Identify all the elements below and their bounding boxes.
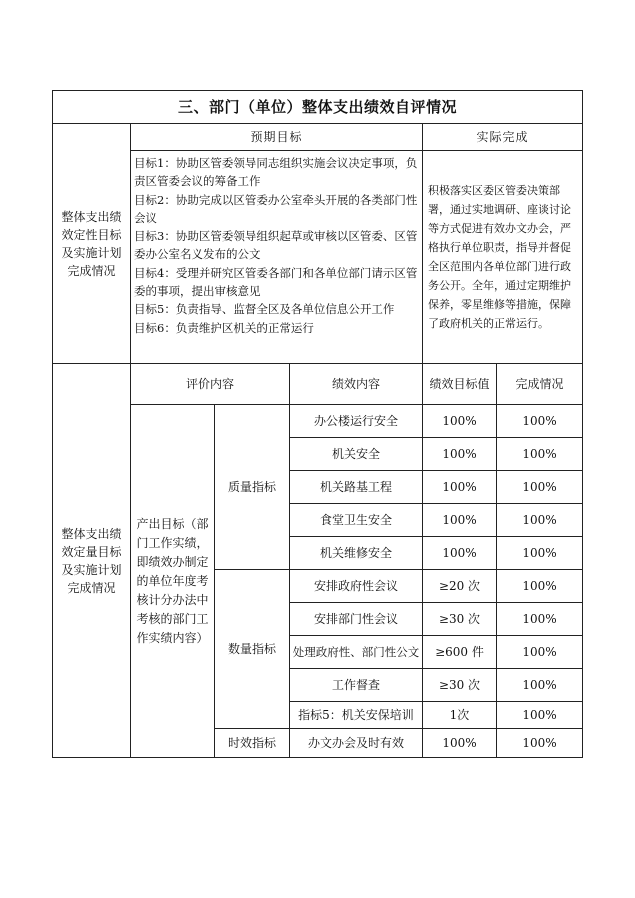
target-value-cell: 1次 xyxy=(423,702,497,729)
completion-cell: 100% xyxy=(497,636,583,669)
planned-goal-header: 预期目标 xyxy=(131,124,423,151)
actual-completion-text: 积极落实区委区管委决策部署，通过实地调研、座谈讨论等方式促进有效办文办会，严格执行单位职责，指导并督促全区范围内各单位部门进行政务公开。全年，通过定期维护保养，零星维修等措施，保障了政府机关的正常运行。 xyxy=(423,151,583,364)
perf-content-cell: 处理政府性、部门性公文 xyxy=(290,636,423,669)
evaluation-page xyxy=(52,90,582,758)
target-value-cell: ≥30 次 xyxy=(423,669,497,702)
target-value-cell: 100% xyxy=(423,438,497,471)
target-value-cell: ≥20 次 xyxy=(423,570,497,603)
perf-content-cell: 办公楼运行安全 xyxy=(290,405,423,438)
section-title: 三、部门（单位）整体支出绩效自评情况 xyxy=(53,91,583,124)
completion-cell: 100% xyxy=(497,729,583,758)
target-value-cell: 100% xyxy=(423,471,497,504)
indicator-group-label: 质量指标 xyxy=(215,405,290,570)
target-value-cell: ≥30 次 xyxy=(423,603,497,636)
perf-content-cell: 安排部门性会议 xyxy=(290,603,423,636)
perf-content-header: 绩效内容 xyxy=(290,364,423,405)
goal-item: 目标4：受理并研究区管委各部门和各单位部门请示区管委的事项，提出审核意见 xyxy=(134,265,418,299)
qualitative-row-label: 整体支出绩效定性目标及实施计划完成情况 xyxy=(53,124,131,364)
perf-content-cell: 机关维修安全 xyxy=(290,537,423,570)
perf-content-cell: 食堂卫生安全 xyxy=(290,504,423,537)
target-value-cell: 100% xyxy=(423,729,497,758)
completion-cell: 100% xyxy=(497,702,583,729)
planned-goals-list xyxy=(131,151,423,364)
completion-cell: 100% xyxy=(497,669,583,702)
goal-item: 目标5：负责指导、监督全区及各单位信息公开工作 xyxy=(134,302,395,317)
completion-cell: 100% xyxy=(497,504,583,537)
perf-content-cell: 安排政府性会议 xyxy=(290,570,423,603)
goal-item: 目标1：协助区管委领导同志组织实施会议决定事项，负责区管委会议的筹备工作 xyxy=(134,156,418,189)
quantitative-row-label: 整体支出绩效定量目标及实施计划完成情况 xyxy=(53,364,131,758)
goal-item: 目标3：协助区管委领导组织起草或审核以区管委、区管委办公室名义发布的公文 xyxy=(134,229,418,262)
actual-completion-header: 实际完成 xyxy=(423,124,583,151)
completion-header: 完成情况 xyxy=(497,364,583,405)
completion-cell: 100% xyxy=(497,603,583,636)
goal-item: 目标2：协助完成以区管委办公室牵头开展的各类部门性会议 xyxy=(134,192,418,225)
target-value-cell: 100% xyxy=(423,537,497,570)
target-value-cell: 100% xyxy=(423,405,497,438)
perf-content-cell: 机关安全 xyxy=(290,438,423,471)
completion-cell: 100% xyxy=(497,471,583,504)
perf-content-cell: 工作督查 xyxy=(290,669,423,702)
completion-cell: 100% xyxy=(497,438,583,471)
output-target-label: 产出目标（部门工作实绩，即绩效办制定的单位年度考核计分办法中考核的部门工作实绩内容） xyxy=(131,405,215,758)
evaluation-table xyxy=(52,90,583,758)
indicator-group-label: 数量指标 xyxy=(215,570,290,729)
completion-cell: 100% xyxy=(497,405,583,438)
indicator-group-label: 时效指标 xyxy=(215,729,290,758)
goal-item: 目标6：负责维护区机关的正常运行 xyxy=(134,320,314,335)
target-value-header: 绩效目标值 xyxy=(423,364,497,405)
perf-content-cell: 办文办会及时有效 xyxy=(290,729,423,758)
perf-content-cell: 指标5：机关安保培训 xyxy=(290,702,423,729)
completion-cell: 100% xyxy=(497,537,583,570)
completion-cell: 100% xyxy=(497,570,583,603)
target-value-cell: ≥600 件 xyxy=(423,636,497,669)
eval-content-header: 评价内容 xyxy=(131,364,290,405)
target-value-cell: 100% xyxy=(423,504,497,537)
perf-content-cell: 机关路基工程 xyxy=(290,471,423,504)
